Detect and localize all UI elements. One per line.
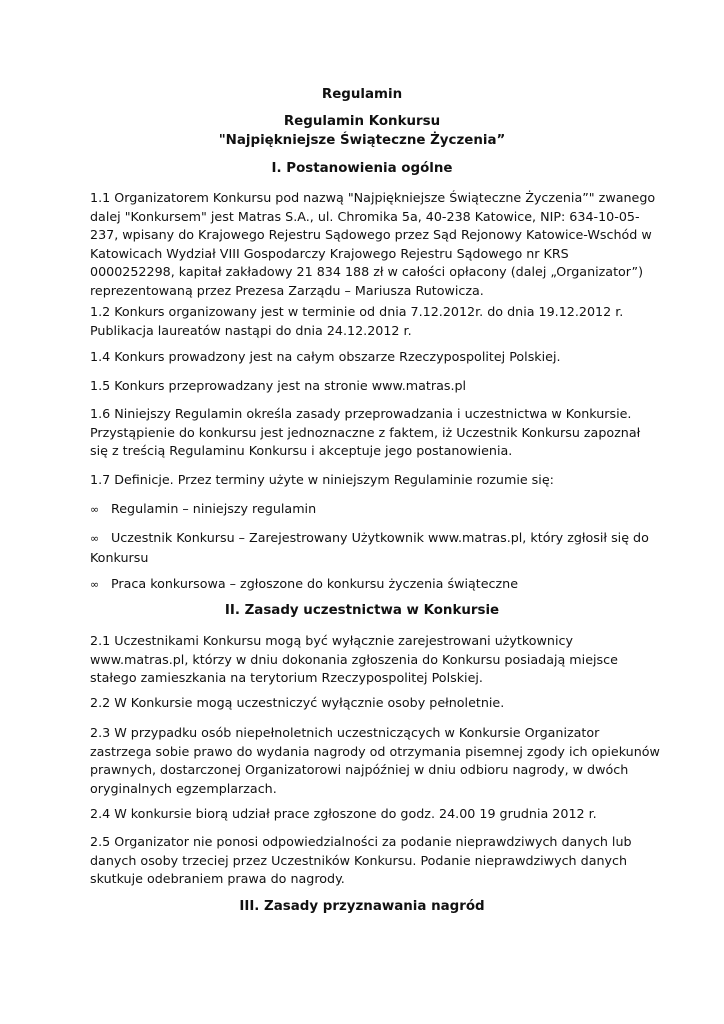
definition-item [90,575,650,595]
text-line: 237, wpisany do Krajowego Rejestru Sądowego przez Sąd Rejonowy Katowice-Wschód w [90,227,652,243]
section-heading: III. Zasady przyznawania nagród [239,899,485,914]
text-line: 1.2 Konkurs organizowany jest w terminie od dnia 7.12.2012r. do dnia 19.12.2012 r. [90,304,624,319]
paragraph-2-5 [90,833,650,889]
text-line: danych osoby trzeciej przez Uczestników Konkursu. Podanie nieprawdziwych danych [90,852,628,868]
paragraph-2-1 [90,632,650,688]
text-line: 1.5 Konkurs przeprowadzany jest na stronie www.matras.pl [90,378,467,393]
infinity-bullet-icon: ∞ [90,578,100,591]
paragraph-1-5 [90,377,650,396]
text-line: Publikacja laureatów nastąpi do dnia 24.12.2012 r. [90,322,412,338]
text-line: prawnych, dostarczonej Organizatorowi najpóźniej w dniu odbioru nagrody, w dwóch [90,762,629,778]
definition-item [90,529,650,567]
paragraph-1-6 [90,405,650,461]
text-line: 2.3 W przypadku osób niepełnoletnich uczestniczących w Konkursie Organizator [90,725,600,740]
paragraph-1-4 [90,348,650,367]
definition-text: Regulamin – niniejszy regulamin [111,501,317,516]
definition-text: Praca konkursowa – zgłoszone do konkursu życzenia świąteczne [111,576,519,591]
text-line: dalej "Konkursem" jest Matras S.A., ul. Chromika 5a, 40-238 Katowice, NIP: 634-10-05- [90,208,640,224]
text-line: Przystąpienie do konkursu jest jednoznaczne z faktem, iż Uczestnik Konkursu zapoznał [90,424,641,440]
text-line: 2.2 W Konkursie mogą uczestniczyć wyłącznie osoby pełnoletnie. [90,695,505,710]
text-line: oryginalnych egzemplarzach. [90,780,277,796]
text-line [90,575,650,595]
text-line: 2.5 Organizator nie ponosi odpowiedzialności za podanie nieprawdziwych danych lub [90,834,632,849]
document-title: Regulamin [321,87,403,102]
infinity-bullet-icon: ∞ [90,532,100,545]
paragraph-1-1 [90,189,656,301]
text-line: Katowicach Wydział VIII Gospodarczy Krajowego Rejestru Sądowego nr KRS [90,245,569,261]
text-line: 2.4 W konkursie biorą udział prace zgłoszone do godz. 24.00 19 grudnia 2012 r. [90,806,597,821]
text-line: się z treścią Regulaminu Konkursu i akceptuje jego postanowienia. [90,443,513,459]
text-line: 1.6 Niniejszy Regulamin określa zasady przeprowadzania i uczestnictwa w Konkursie. [90,406,632,421]
text-line: 0000252298, kapitał zakładowy 21 834 188 zł w całości opłacony (dalej „Organizator”) [90,264,644,280]
definition-text: Uczestnik Konkursu – Zarejestrowany Użytkownik www.matras.pl, który zgłosił się do [111,530,649,545]
paragraph-1-2 [90,303,650,340]
contest-title-line: Regulamin Konkursu [283,114,441,129]
text-line: 1.1 Organizatorem Konkursu pod nazwą "Najpiękniejsze Świąteczne Życzenia”" zwanego [90,190,656,205]
text-line: skutkuje odebraniem prawa do nagrody. [90,871,345,887]
definition-item [90,500,650,520]
text-line: www.matras.pl, którzy w dniu dokonania zgłoszenia do Konkursu posiadają miejsce [90,651,618,667]
paragraph-2-3 [90,724,660,798]
paragraph-1-7 [90,471,650,490]
text-line: zastrzega sobie prawo do wydania nagrody od otrzymania pisemnej zgody ich opiekunów [90,743,660,759]
paragraph-2-4 [90,805,650,824]
text-line: stałego zamieszkania na terytorium Rzeczypospolitej Polskiej. [90,670,483,686]
contest-title [90,113,634,150]
text-line: reprezentowaną przez Prezesa Zarządu – Mariusza Rutowicza. [90,282,484,298]
section-heading: II. Zasady uczestnictwa w Konkursie [224,603,500,618]
text-line: 2.1 Uczestnikami Konkursu mogą być wyłącznie zarejestrowani użytkownicy [90,633,573,648]
text-line: Konkursu [90,549,149,565]
section-heading: I. Postanowienia ogólne [271,161,453,176]
text-line [90,500,650,520]
text-line: 1.4 Konkurs prowadzony jest na całym obszarze Rzeczypospolitej Polskiej. [90,349,561,364]
infinity-bullet-icon: ∞ [90,503,100,516]
contest-title-line: "Najpiękniejsze Świąteczne Życzenia” [218,132,506,148]
text-line [90,529,650,549]
paragraph-2-2 [90,694,650,713]
text-line: 1.7 Definicje. Przez terminy użyte w niniejszym Regulaminie rozumie się: [90,472,554,487]
